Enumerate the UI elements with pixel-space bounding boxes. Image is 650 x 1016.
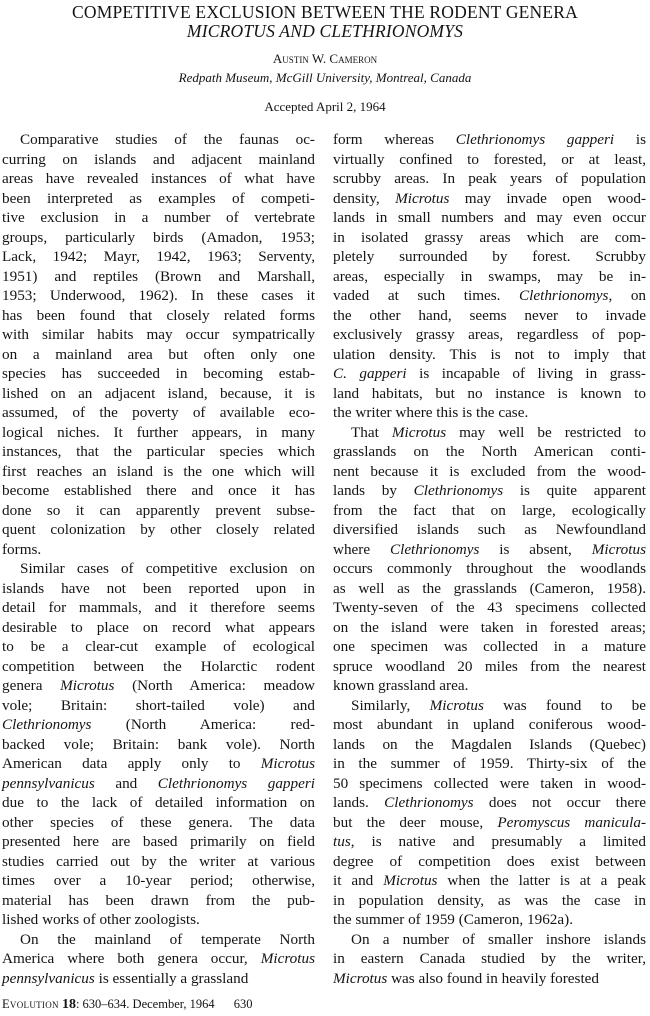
text-line: lished works of other zoologists. [2,911,200,928]
text-line: with similar habits may occur sympatrically [2,326,315,343]
text-line: in population density, as was the case in [333,891,646,909]
article-title-italic: MICROTUS AND CLETHRIONOMYS [186,21,464,41]
text-line: from the fact that on large, ecologically [333,501,646,519]
text-line: to be a clear-cut example of ecological [2,638,315,655]
text-line: C. gapperi is incapable of living in grass- [333,365,646,382]
text-line: exclusively grassy areas, regardless of pop- [333,326,646,343]
text-line: diversified islands such as Newfoundland [333,521,646,538]
text-line: in isolated grassy areas which are com- [333,228,646,246]
text-line: other species of these genera. The data [2,813,315,831]
text-line: instances, that the particular species which [2,443,315,460]
text-line: That Microtus may well be restricted to [351,423,646,441]
text-line: assumed, of the poverty of available eco- [2,404,315,421]
text-line: vaded at such times. Clethrionomys, on [333,287,646,304]
text-line: material has been drawn from the pub- [2,891,315,909]
accepted-date: Accepted April 2, 1964 [264,99,386,114]
paragraph [2,559,315,930]
author-name: Austin W. Cameron [272,51,378,66]
text-line: become established there and once it has [2,482,315,499]
text-line: pennsylvanicus is essentially a grassland [2,969,249,987]
text-line: forms. [2,540,42,558]
text-line: known grassland area. [333,677,469,694]
text-line: Microtus was also found in heavily forested [333,969,600,987]
text-line: times over a 10-year period; otherwise, [2,872,315,889]
paragraph [333,130,646,423]
text-line: has been found that closely related forms [2,306,315,324]
text-line: desirable to place on record what appears [2,618,315,636]
text-line: it and Microtus when the latter is at a peak [333,872,646,889]
page-footer [2,996,253,1013]
text-line: species has succeeded in becoming estab- [2,365,315,382]
text-line: first reaches an island is the one which will [2,462,315,480]
article-title-line-2 [0,21,650,41]
text-line: scrubby areas. In peak years of population [333,170,646,187]
text-line: in eastern Canada studied by the writer, [333,950,646,967]
paragraph [333,930,646,989]
text-line: genera Microtus (North America: meadow [2,677,316,694]
text-line: detail for mammals, and it therefore seems [2,599,315,616]
text-line: where Clethrionomys is absent, Microtus [333,540,646,558]
left-text-column [2,130,315,988]
text-line: Twenty-seven of the 43 specimens collected [333,599,646,616]
author-affiliation: Redpath Museum, McGill University, Montreal, Canada [178,70,472,85]
paragraph [333,423,646,696]
text-line: On the mainland of temperate North [20,930,315,948]
journal-name: Evolution [2,997,59,1011]
text-line: spruce woodland 20 miles from the nearest [333,657,646,675]
text-line: competition between the Holarctic rodent [2,657,315,675]
text-line: one specimen was collected in a mature [333,638,646,655]
text-line: due to the lack of detailed information on [2,794,315,811]
text-line: quent colonization by other closely related [2,521,315,538]
text-line: in the summer of 1959. Thirty-six of the [333,755,646,772]
text-line: Similarly, Microtus was found to be [351,696,646,714]
text-line: pennsylvanicus and Clethrionomys gapperi [2,774,315,792]
text-line: studies carried out by the writer at various [2,852,315,870]
text-line: American data apply only to Microtus [2,755,315,772]
text-line: 50 specimens collected were taken in wood- [333,774,646,792]
text-line: lands by Clethrionomys is quite apparent [333,482,647,499]
text-line: Comparative studies of the faunas oc- [20,131,315,148]
text-line: nent because it is excluded from the wood- [333,462,646,480]
article-title-line-1: COMPETITIVE EXCLUSION BETWEEN THE RODENT GENERA [72,2,578,22]
text-line: backed vole; Britain: bank vole). North [2,735,315,753]
paragraph [2,130,315,559]
text-line: density, Microtus may invade open wood- [333,189,647,207]
text-line: lands. Clethrionomys does not occur there [333,794,647,811]
text-line: lished on an adjacent island, because, it is [2,384,315,402]
text-line: tus, is native and presumably a limited [333,833,646,850]
text-line: lands in small numbers and may even occur [333,209,646,226]
text-line: occurs commonly throughout the woodlands [333,560,646,577]
text-line: curring on islands and adjacent mainland [2,150,315,168]
text-line: Lack, 1942; Mayr, 1942, 1963; Serventy, [2,248,315,265]
text-line: the writer where this is the case. [333,404,529,421]
text-line: most abundant in upland coniferous wood- [333,716,646,733]
text-line: lands on the Magdalen Islands (Quebec) [333,735,646,753]
text-line: presented here are based primarily on field [2,833,315,850]
text-line: on a mainland area but often only one [2,345,315,363]
text-line: 1953; Underwood, 1962). In these cases it [2,287,315,304]
text-line: grasslands on the North American conti- [333,443,646,460]
text-line: islands have not been reported upon in [2,579,315,597]
text-line: Similar cases of competitive exclusion on [20,560,315,577]
text-line: been interpreted as examples of competi- [2,189,315,207]
text-line: tive exclusion in a number of vertebrate [2,209,315,226]
paragraph [333,696,646,930]
text-line: logical niches. It further appears, in many [2,423,315,441]
text-line: pletely surrounded by forest. Scrubby [333,248,646,265]
text-line: areas have revealed instances of what have [2,170,315,187]
journal-volume: 18 [61,997,76,1012]
text-line: as well as the grasslands (Cameron, 1958). [333,579,646,597]
text-line: degree of competition does exist between [333,852,646,870]
text-line: vole; Britain: short-tailed vole) and [2,696,315,714]
text-line: done so it can apparently prevent subse- [2,501,315,519]
paragraph [2,930,315,989]
journal-citation: : 630–634. December, 1964 [75,997,215,1011]
text-line: land habitats, but no instance is known to [333,384,646,402]
page-number: 630 [233,997,253,1011]
text-line: the summer of 1959 (Cameron, 1962a). [333,911,573,928]
text-line: form whereas Clethrionomys gapperi is [333,131,646,148]
text-line: the other hand, seems never to invade [333,306,646,324]
text-line: areas, especially in swamps, may be in- [333,267,646,285]
text-line: America where both genera occur, Microtus [2,950,315,967]
text-line: On a number of smaller inshore islands [351,930,646,948]
text-line: 1951) and reptiles (Brown and Marshall, [2,267,315,285]
text-line: Clethrionomys (North America: red- [2,716,315,733]
text-line: but the deer mouse, Peromyscus manicula- [333,813,647,831]
text-line: virtually confined to forested, or at least, [333,150,646,168]
text-line: on the island were taken in forested areas; [333,618,646,636]
text-line: groups, particularly birds (Amadon, 1953; [2,228,315,246]
text-line: ulation density. This is not to imply that [333,345,646,363]
right-text-column [333,130,646,988]
